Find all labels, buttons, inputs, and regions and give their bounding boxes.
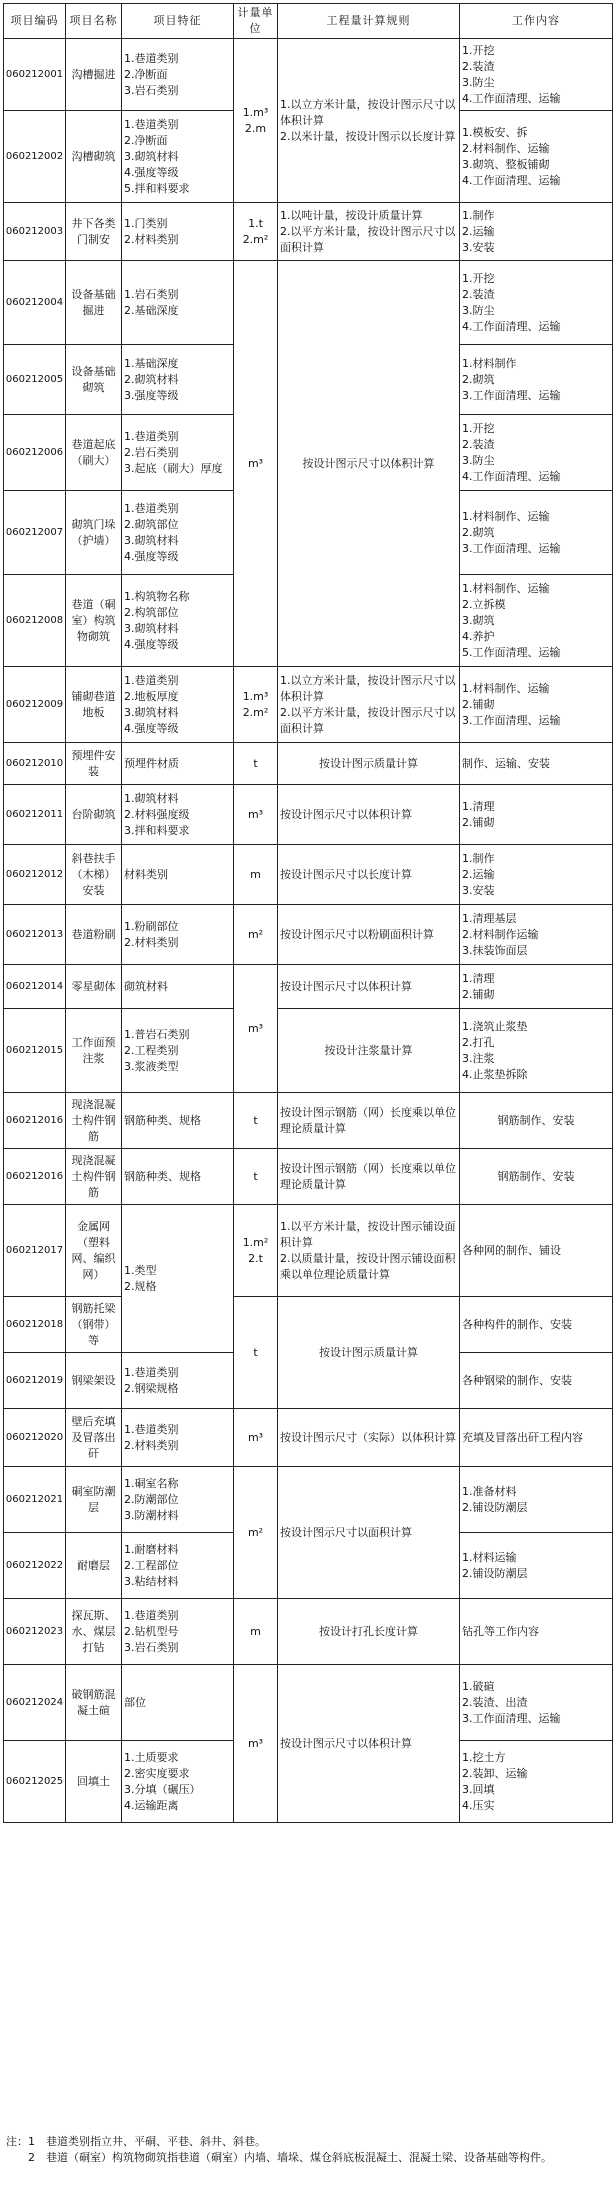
- row-code: 060212001: [4, 39, 66, 111]
- row-feature: 部位: [122, 1665, 234, 1741]
- row-name: 零星砌体: [66, 965, 122, 1009]
- row-rule: 1.以吨计量，按设计质量计算 2.以平方米计量，按设计图示尺寸以面积计算: [278, 203, 460, 261]
- row-rule: 1.以立方米计量，按设计图示尺寸以体积计算 2.以米计量，按设计图示以长度计算: [278, 39, 460, 203]
- table-row: [4, 845, 613, 905]
- row-feature: 1.巷道类别 2.钻机型号 3.岩石类别: [122, 1599, 234, 1665]
- row-name: 现浇混凝土构件钢筋: [66, 1149, 122, 1205]
- table-row: [4, 39, 613, 111]
- measurement-table: [3, 3, 613, 1823]
- table-row: [4, 1297, 613, 1353]
- row-name: 沟槽掘进: [66, 39, 122, 111]
- row-rule: 按设计图示尺寸以体积计算: [278, 785, 460, 845]
- row-feature: 1.门类别 2.材料类别: [122, 203, 234, 261]
- table-row: [4, 203, 613, 261]
- row-feature: 1.土质要求 2.密实度要求 3.分填（碾压） 4.运输距离: [122, 1741, 234, 1823]
- row-rule: 按设计图示尺寸以面积计算: [278, 1467, 460, 1599]
- row-rule: 按设计图示尺寸（实际）以体积计算: [278, 1409, 460, 1467]
- table-row: [4, 965, 613, 1009]
- row-name: 探瓦斯、水、煤层打钻: [66, 1599, 122, 1665]
- row-feature: 1.粉刷部位 2.材料类别: [122, 905, 234, 965]
- row-feature: 1.巷道类别 2.净断面 3.砌筑材料 4.强度等级 5.拌和料要求: [122, 111, 234, 203]
- row-unit: m³: [234, 785, 278, 845]
- row-code: 060212009: [4, 667, 66, 743]
- row-feature: 钢筋种类、规格: [122, 1149, 234, 1205]
- row-feature: 1.巷道类别 2.钢梁规格: [122, 1353, 234, 1409]
- row-name: 台阶砌筑: [66, 785, 122, 845]
- row-content: 1.材料制作、运输 2.砌筑 3.工作面清理、运输: [460, 491, 613, 575]
- row-name: 现浇混凝土构件钢筋: [66, 1093, 122, 1149]
- row-rule: 按设计图示尺寸以长度计算: [278, 845, 460, 905]
- row-feature: 1.巷道类别 2.地板厚度 3.砌筑材料 4.强度等级: [122, 667, 234, 743]
- row-unit: m³: [234, 965, 278, 1093]
- note-2: 2 巷道（硐室）构筑物砌筑指巷道（硐室）内墙、墙垛、煤仓斜底板混凝土、混凝土梁、设备基础等构件。: [6, 2151, 552, 2164]
- header-unit: 计量单位: [234, 4, 278, 39]
- table-row: [4, 1009, 613, 1093]
- row-content: 1.清理 2.铺砌: [460, 965, 613, 1009]
- row-unit: t: [234, 1297, 278, 1409]
- note-1: 注：1 巷道类别指立井、平硐、平巷、斜井、斜巷。: [6, 2135, 266, 2148]
- row-name: 巷道起底（刷大）: [66, 415, 122, 491]
- table-row: [4, 1665, 613, 1741]
- row-content: 充填及冒落出矸工程内容: [460, 1409, 613, 1467]
- row-content: 1.挖土方 2.装卸、运输 3.回填 4.压实: [460, 1741, 613, 1823]
- row-feature: 1.巷道类别 2.砌筑部位 3.砌筑材料 4.强度等级: [122, 491, 234, 575]
- row-unit: 1.m² 2.t: [234, 1205, 278, 1297]
- row-feature: 1.岩石类别 2.基础深度: [122, 261, 234, 345]
- row-code: 060212012: [4, 845, 66, 905]
- row-name: 设备基础砌筑: [66, 345, 122, 415]
- row-name: 壁后充填及冒落出矸: [66, 1409, 122, 1467]
- row-code: 060212002: [4, 111, 66, 203]
- row-name: 巷道粉刷: [66, 905, 122, 965]
- row-rule: 按设计图示尺寸以粉刷面积计算: [278, 905, 460, 965]
- row-code: 060212019: [4, 1353, 66, 1409]
- row-unit: m: [234, 845, 278, 905]
- row-content: 1.开挖 2.装渣 3.防尘 4.工作面清理、运输: [460, 415, 613, 491]
- row-name: 斜巷扶手（木梯）安装: [66, 845, 122, 905]
- row-name: 金属网（塑料网、编织网）: [66, 1205, 122, 1297]
- row-rule: 1.以平方米计量，按设计图示铺设面积计算 2.以质量计量，按设计图示铺设面积乘以单位理论质量计算: [278, 1205, 460, 1297]
- row-feature: 材料类别: [122, 845, 234, 905]
- header-feature: 项目特征: [122, 4, 234, 39]
- table-row: [4, 1409, 613, 1467]
- row-feature: 1.巷道类别 2.净断面 3.岩石类别: [122, 39, 234, 111]
- row-feature: 1.砌筑材料 2.材料强度级 3.拌和料要求: [122, 785, 234, 845]
- row-content: 各种构件的制作、安装: [460, 1297, 613, 1353]
- row-name: 耐磨层: [66, 1533, 122, 1599]
- row-unit: t: [234, 1093, 278, 1149]
- row-rule: 按设计图示尺寸以体积计算: [278, 965, 460, 1009]
- row-content: 各种钢梁的制作、安装: [460, 1353, 613, 1409]
- row-code: 060212024: [4, 1665, 66, 1741]
- header-code: 项目编码: [4, 4, 66, 39]
- row-rule: 按设计图示质量计算: [278, 1297, 460, 1409]
- row-name: 沟槽砌筑: [66, 111, 122, 203]
- header-rule: 工程量计算规则: [278, 4, 460, 39]
- row-rule: 按设计打孔长度计算: [278, 1599, 460, 1665]
- row-feature: 1.耐磨材料 2.工程部位 3.粘结材料: [122, 1533, 234, 1599]
- row-content: 钢筋制作、安装: [460, 1093, 613, 1149]
- table-header: [4, 4, 613, 39]
- row-rule: 按设计图示质量计算: [278, 743, 460, 785]
- row-unit: 1.m³ 2.m²: [234, 667, 278, 743]
- row-code: 060212011: [4, 785, 66, 845]
- row-feature: 钢筋种类、规格: [122, 1093, 234, 1149]
- row-code: 060212007: [4, 491, 66, 575]
- row-name: 破钢筋混凝土碹: [66, 1665, 122, 1741]
- row-unit: 1.t 2.m²: [234, 203, 278, 261]
- table-row: [4, 261, 613, 345]
- row-content: 1.清理基层 2.材料制作运输 3.抹装饰面层: [460, 905, 613, 965]
- table-row: [4, 785, 613, 845]
- row-content: 1.准备材料 2.铺设防潮层: [460, 1467, 613, 1533]
- row-rule: 按设计注浆量计算: [278, 1009, 460, 1093]
- row-unit: m³: [234, 261, 278, 667]
- table-row: [4, 1205, 613, 1297]
- row-content: 1.模板安、拆 2.材料制作、运输 3.砌筑、整板铺砌 4.工作面清理、运输: [460, 111, 613, 203]
- row-rule: 按设计图示钢筋（网）长度乘以单位理论质量计算: [278, 1149, 460, 1205]
- row-code: 060212010: [4, 743, 66, 785]
- row-content: 1.材料制作、运输 2.立拆模 3.砌筑 4.养护 5.工作面清理、运输: [460, 575, 613, 667]
- table-notes: [6, 2134, 606, 2166]
- row-code: 060212008: [4, 575, 66, 667]
- header-name: 项目名称: [66, 4, 122, 39]
- table-row: [4, 905, 613, 965]
- row-code: 060212022: [4, 1533, 66, 1599]
- row-code: 060212017: [4, 1205, 66, 1297]
- row-rule: 1.以立方米计量，按设计图示尺寸以体积计算 2.以平方米计量，按设计图示尺寸以面积计算: [278, 667, 460, 743]
- row-code: 060212014: [4, 965, 66, 1009]
- row-unit: m²: [234, 1467, 278, 1599]
- row-code: 060212004: [4, 261, 66, 345]
- row-content: 1.开挖 2.装渣 3.防尘 4.工作面清理、运输: [460, 261, 613, 345]
- row-content: 钢筋制作、安装: [460, 1149, 613, 1205]
- row-unit: t: [234, 1149, 278, 1205]
- table-row: [4, 1599, 613, 1665]
- row-feature: 1.巷道类别 2.岩石类别 3.起底（刷大）厚度: [122, 415, 234, 491]
- row-unit: t: [234, 743, 278, 785]
- row-content: 1.浇筑止浆垫 2.打孔 3.注浆 4.止浆垫拆除: [460, 1009, 613, 1093]
- row-code: 060212018: [4, 1297, 66, 1353]
- row-unit: m: [234, 1599, 278, 1665]
- row-content: 1.清理 2.铺砌: [460, 785, 613, 845]
- row-content: 1.开挖 2.装渣 3.防尘 4.工作面清理、运输: [460, 39, 613, 111]
- row-content: 1.制作 2.运输 3.安装: [460, 203, 613, 261]
- row-feature: 1.巷道类别 2.材料类别: [122, 1409, 234, 1467]
- row-feature: 1.硐室名称 2.防潮部位 3.防潮材料: [122, 1467, 234, 1533]
- row-unit: 1.m³ 2.m: [234, 39, 278, 203]
- row-unit: m³: [234, 1409, 278, 1467]
- row-name: 预埋件安装: [66, 743, 122, 785]
- row-name: 硐室防潮层: [66, 1467, 122, 1533]
- row-content: 1.材料制作、运输 2.铺砌 3.工作面清理、运输: [460, 667, 613, 743]
- row-unit: m²: [234, 905, 278, 965]
- row-name: 钢梁架设: [66, 1353, 122, 1409]
- row-content: 1.破碹 2.装渣、出渣 3.工作面清理、运输: [460, 1665, 613, 1741]
- table-row: [4, 743, 613, 785]
- table-row: [4, 1093, 613, 1149]
- row-feature: 1.构筑物名称 2.构筑部位 3.砌筑材料 4.强度等级: [122, 575, 234, 667]
- row-feature: 1.普岩石类别 2.工程类别 3.浆液类型: [122, 1009, 234, 1093]
- row-content: 1.材料制作 2.砌筑 3.工作面清理、运输: [460, 345, 613, 415]
- row-name: 铺砌巷道地板: [66, 667, 122, 743]
- row-content: 1.制作 2.运输 3.安装: [460, 845, 613, 905]
- row-rule: 按设计图示尺寸以体积计算: [278, 261, 460, 667]
- row-name: 巷道（硐室）构筑物砌筑: [66, 575, 122, 667]
- row-code: 060212016: [4, 1149, 66, 1205]
- row-name: 设备基础掘进: [66, 261, 122, 345]
- row-rule: 按设计图示钢筋（网）长度乘以单位理论质量计算: [278, 1093, 460, 1149]
- row-feature: 1.基础深度 2.砌筑材料 3.强度等级: [122, 345, 234, 415]
- row-unit: m³: [234, 1665, 278, 1823]
- row-code: 060212025: [4, 1741, 66, 1823]
- row-feature: 预埋件材质: [122, 743, 234, 785]
- table-row: [4, 1149, 613, 1205]
- row-content: 1.材料运输 2.铺设防潮层: [460, 1533, 613, 1599]
- row-code: 060212015: [4, 1009, 66, 1093]
- row-code: 060212023: [4, 1599, 66, 1665]
- row-code: 060212003: [4, 203, 66, 261]
- table-row: [4, 1467, 613, 1533]
- header-content: 工作内容: [460, 4, 613, 39]
- row-name: 砌筑门垛（护墙）: [66, 491, 122, 575]
- row-rule: 按设计图示尺寸以体积计算: [278, 1665, 460, 1823]
- row-name: 井下各类门制安: [66, 203, 122, 261]
- row-content: 钻孔等工作内容: [460, 1599, 613, 1665]
- row-code: 060212005: [4, 345, 66, 415]
- row-feature: 砌筑材料: [122, 965, 234, 1009]
- row-feature: 1.类型 2.规格: [122, 1205, 234, 1353]
- row-code: 060212006: [4, 415, 66, 491]
- row-code: 060212013: [4, 905, 66, 965]
- row-name: 回填土: [66, 1741, 122, 1823]
- row-name: 钢筋托梁（钢带）等: [66, 1297, 122, 1353]
- row-name: 工作面预注浆: [66, 1009, 122, 1093]
- row-content: 各种网的制作、铺设: [460, 1205, 613, 1297]
- row-code: 060212020: [4, 1409, 66, 1467]
- table-row: [4, 667, 613, 743]
- row-code: 060212016: [4, 1093, 66, 1149]
- row-code: 060212021: [4, 1467, 66, 1533]
- row-content: 制作、运输、安装: [460, 743, 613, 785]
